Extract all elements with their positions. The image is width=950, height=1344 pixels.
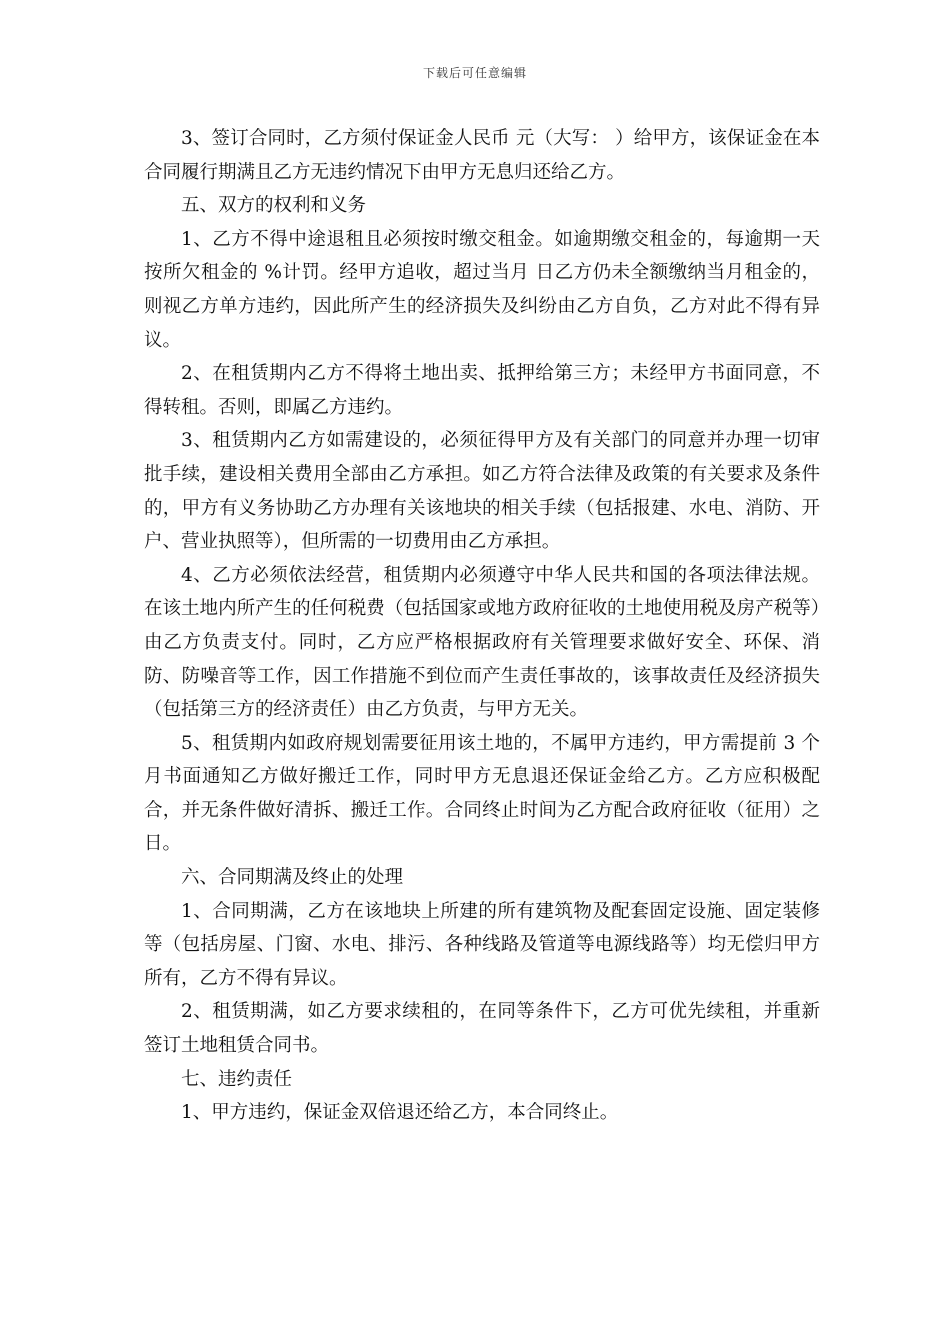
clause-lessor-breach: 1、甲方违约，保证金双倍退还给乙方，本合同终止。 xyxy=(181,1102,619,1124)
clause-no-sublease: 2、在租赁期内乙方不得将土地出卖、抵押给第三方；未经甲方书面同意，不得转租。否则，即属乙方违约。 xyxy=(144,363,820,418)
page-header: 下载后可任意编辑 xyxy=(422,66,527,80)
clause-expiry-property: 1、合同期满，乙方在该地块上所建的所有建筑物及配套固定设施、固定装修等（包括房屋、门窗、水电、排污、各种线路及管道等电源线路等）均无偿归甲方所有，乙方不得有异议。 xyxy=(144,900,820,989)
section-heading-breach: 七、违约责任 xyxy=(181,1068,293,1090)
clause-rent-payment: 1、乙方不得中途退租且必须按时缴交租金。如逾期缴交租金的，每逾期一天按所欠租金的 %计罚。经甲方追收，超过当月 日乙方仍未全额缴纳当月租金的，则视乙方单方违约，因此所产生的经济损失及纠纷由乙方自负，乙方对此不得有异议。 xyxy=(144,228,820,351)
clause-3-deposit: 3、签订合同时，乙方须付保证金人民币 元（大写： ）给甲方，该保证金在本合同履行期满且乙方无违约情况下由甲方无息归还给乙方。 xyxy=(144,128,820,183)
section-heading-rights-obligations: 五、双方的权利和义务 xyxy=(181,195,367,217)
clause-legal-operation: 4、乙方必须依法经营，租赁期内必须遵守中华人民共和国的各项法律法规。在该土地内所产生的任何税费（包括国家或地方政府征收的土地使用税及房产税等）由乙方负责支付。同时，乙方应严格根据政府有关管理要求做好安全、环保、消防、防噪音等工作，因工作措施不到位而产生责任事故的，该事故责任及经济损失（包括第三方的经济责任）由乙方负责，与甲方无关。 xyxy=(144,564,820,721)
document-body xyxy=(144,122,820,1130)
clause-construction: 3、租赁期内乙方如需建设的，必须征得甲方及有关部门的同意并办理一切审批手续，建设相关费用全部由乙方承担。如乙方符合法律及政策的有关要求及条件的，甲方有义务协助乙方办理有关该地块的相关手续（包括报建、水电、消防、开户、营业执照等），但所需的一切费用由乙方承担。 xyxy=(144,430,820,553)
section-heading-expiry-termination: 六、合同期满及终止的处理 xyxy=(181,867,404,889)
clause-renewal: 2、租赁期满，如乙方要求续租的，在同等条件下，乙方可优先续租，并重新签订土地租赁合同书。 xyxy=(144,1001,820,1057)
clause-government-requisition: 5、租赁期内如政府规划需要征用该土地的，不属甲方违约，甲方需提前 3 个月书面通知乙方做好搬迁工作，同时甲方无息退还保证金给乙方。乙方应积极配合，并无条件做好清拆、搬迁工作。合同终止时间为乙方配合政府征收（征用）之日。 xyxy=(144,732,820,855)
